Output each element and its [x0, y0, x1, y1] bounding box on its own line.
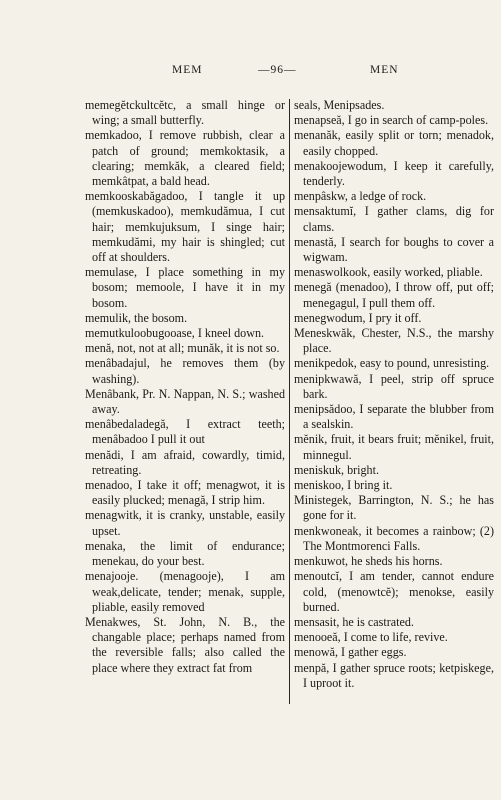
dictionary-entry: menkuwot, he sheds his horns. [294, 554, 443, 569]
dictionary-entry: memegĕtckultcĕtc, a small hinge or wing; a small butterfly. [85, 98, 285, 128]
dictionary-entry: Menâbank, Pr. N. Nappan, N. S.; washed away. [85, 386, 285, 417]
dictionary-entry: menegă (menadoo), I throw off, put off; menegagul, I pull them off. [294, 280, 494, 310]
dictionary-entry: Meneskwăk, Chester, N.S., the marshy place. [294, 326, 494, 356]
dictionary-entry: memulik, the bosom. [85, 310, 188, 325]
dictionary-entry: menapseă, I go in search of camp-poles. [294, 113, 489, 128]
dictionary-entry: Menakwes, St. John, N. B., the changable place; perhaps named from the reversible falls; also called the place where they extract fat from [85, 614, 285, 675]
dictionary-entry: menoutcĭ, I am tender, cannot endure cold, (menowtcĕ); menokse, easily burned. [294, 569, 494, 614]
dictionary-entry: mĕnik, fruit, it bears fruit; mĕnikel, fruit, minnegul. [294, 432, 494, 462]
header-left-guideword: MEM [172, 64, 203, 76]
header-right-guideword: MEN [370, 64, 399, 76]
column-divider [289, 99, 290, 704]
dictionary-entry: mensasit, he is castrated. [294, 614, 414, 629]
dictionary-entry: menâbedaladegă, I extract teeth; menâbadoo I pull it out [85, 417, 285, 447]
dictionary-entry: menowă, I gather eggs. [294, 645, 407, 660]
dictionary-entry: menpâskw, a ledge of rock. [294, 189, 427, 204]
dictionary-entry: menanăk, easily split or torn; menadok, easily chopped. [294, 128, 494, 158]
dictionary-entry: memulase, I place something in my bosom; memoole, I have it in my bosom. [85, 265, 285, 310]
dictionary-entry: menkwoneak, it becomes a rainbow; (2) The Montmorenci Falls. [294, 523, 494, 553]
dictionary-entry: menikpedok, easy to pound, unresisting. [294, 356, 490, 371]
dictionary-entry: mensaktumĭ, I gather clams, dig for clams. [294, 204, 494, 234]
dictionary-entry: menakoojewodum, I keep it carefully, tenderly. [294, 158, 494, 189]
dictionary-entry: meniskoo, I bring it. [294, 478, 393, 493]
dictionary-entry: menajooje. (menagooje), I am weak,delicate, tender; menak, supple, pliable, easily removed [85, 569, 285, 614]
dictionary-entry: meniskuk, bright. [294, 462, 379, 477]
dictionary-entry: menadoo, I take it off; menagwot, it is easily plucked; menagă, I strip him. [85, 478, 285, 508]
dictionary-entry: menagwitk, it is cranky, unstable, easily upset. [85, 508, 285, 538]
dictionary-entry: memkadoo, I remove rubbish, clear a patch of ground; memkoktasik, a clearing; memkăk, a cleared field; memkâtpat, a bald head. [85, 128, 285, 189]
dictionary-entry: menipkwawă, I peel, strip off spruce bark. [294, 371, 494, 401]
dictionary-entry: memutkuloobugooase, I kneel down. [85, 326, 265, 341]
dictionary-entry: menooeă, I come to life, revive. [294, 630, 448, 645]
left-column [85, 98, 285, 676]
dictionary-entry: seals, Menipsades. [294, 98, 385, 112]
dictionary-entry: menaswolkook, easily worked, pliable. [294, 265, 483, 280]
dictionary-entry: Ministegek, Barrington, N. S.; he has gone for it. [294, 493, 494, 523]
dictionary-entry: menădi, I am afraid, cowardly, timid, retreating. [85, 447, 285, 477]
page-number: —96— [258, 64, 297, 76]
dictionary-entry: menipsădoo, I separate the blubber from a sealskin. [294, 402, 494, 432]
dictionary-entry: menpă, I gather spruce roots; ketpiskege, I uproot it. [294, 660, 494, 690]
right-column [294, 98, 494, 691]
dictionary-entry: menaka, the limit of endurance; menekau, do your best. [85, 538, 285, 569]
page-header [0, 64, 501, 80]
dictionary-entry: menegwodum, I pry it off. [294, 310, 422, 325]
dictionary-entry: menastă, I search for boughs to cover a wigwam. [294, 234, 494, 265]
dictionary-entry: menâbadajul, he removes them (by washing). [85, 356, 285, 386]
dictionary-entry: memkooskabăgadoo, I tangle it up (memkuskadoo), memkudămua, I cut hair; memkujuksum, I singe hair; memkudămi, my hair is shingled; cut off at shoulders. [85, 189, 285, 265]
dictionary-entry: menă, not, not at all; munăk, it is not so. [85, 341, 280, 356]
